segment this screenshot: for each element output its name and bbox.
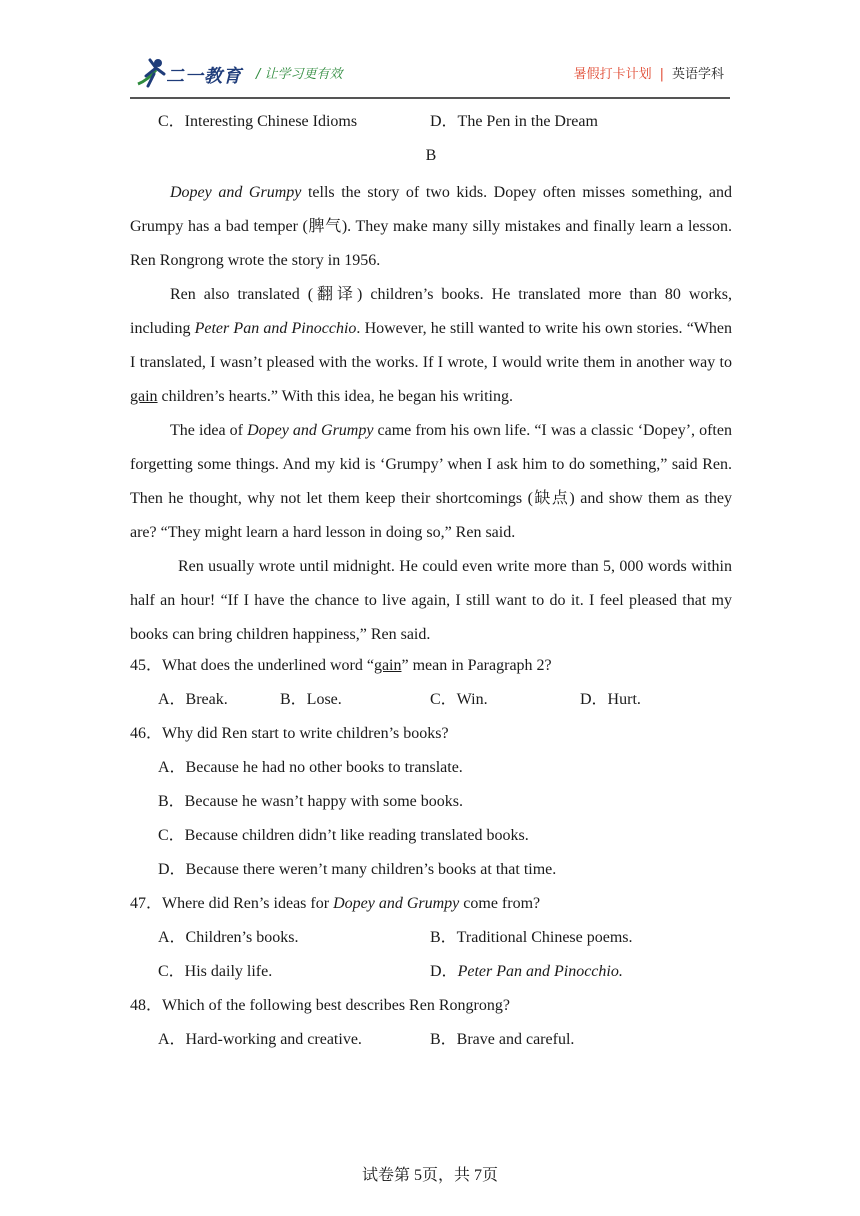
book-title: Dopey and Grumpy [333,895,460,912]
question-47-options-row-1 [130,924,732,958]
paragraph-text: . However, he still wanted to write his own stories. “When I translated, I wasn’t pleased with the works. If I wrote, I would write them in another way to [130,320,733,371]
book-title: Dopey and Grumpy [170,184,302,201]
logo-text: 二一教育 [166,66,242,86]
book-title: Dopey and Grumpy [247,422,374,439]
option-b: B．Traditional Chinese poems. [430,929,633,946]
exam-content [130,108,732,1060]
prev-question-options [130,108,732,142]
header-separator: | [659,67,664,82]
option-a: A．Children’s books. [158,929,299,946]
option-d: D．Peter Pan and Pinocchio. [430,963,623,980]
book-titles: Peter Pan and Pinocchio [194,320,357,337]
paragraph-text: children’s hearts.” With this idea, he began his writing. [157,388,513,405]
subject-label: 英语学科 [671,67,724,82]
passage-paragraph-4: Ren usually wrote until midnight. He could even write more than 5, 000 words within half an hour! “If I have the chance to live again, I still want to do it. I feel pleased that my books can bring children happiness,” Ren said. [130,558,732,643]
question-45-stem: 45．What does the underlined word “gain” mean in Paragraph 2? [130,657,552,674]
option-b: B．Brave and careful. [430,1031,575,1048]
option-a: A．Because he had no other books to translate. [158,759,463,776]
question-45-options [130,686,732,720]
option-c: C．Because children didn’t like reading translated books. [158,827,529,844]
option-d: D．Because there weren’t many children’s books at that time. [158,861,557,878]
underlined-word: gain [130,388,158,405]
option-c: C．His daily life. [158,963,273,980]
passage-paragraph-2 [130,278,732,414]
plan-label: 暑假打卡计划 [573,67,652,82]
question-48-stem: 48．Which of the following best describes Ren Rongrong? [130,997,510,1014]
header-slogan: / 让学习更有效 [256,67,343,82]
header-divider [130,97,730,99]
paragraph-text: The idea of [170,422,248,439]
option-a: A．Hard-working and creative. [158,1031,362,1048]
option-d: D．Hurt. [580,691,641,708]
option-c: C．Win. [430,691,488,708]
question-47-stem: 47．Where did Ren’s ideas for Dopey and Grumpy come from? [130,895,541,912]
paragraph-text: Ren also translated (翻译) children’s books. He translated more than 80 works, including [130,286,732,337]
question-47-options-row-2 [130,958,732,992]
question-48-options [130,1026,732,1060]
page-footer: 试卷第 5页，共 7页 [361,1167,498,1184]
section-label: B [425,147,437,164]
paragraph-text: came from his own life. “I was a classic ‘Dopey’, often forgetting some things. And my kid is ‘Grumpy’ when I ask him to do something,” said Ren. Then he thought, why not let them keep their shortcomings (缺点) and show them as they are? “They might learn a hard lesson in doing so,” Ren said. [130,422,732,541]
option-c: C．Interesting Chinese Idioms [158,113,358,130]
underlined-word: gain [373,657,402,674]
option-b: B．Lose. [280,691,342,708]
question-46-stem: 46．Why did Ren start to write children’s books? [130,725,449,742]
header-right [574,63,724,82]
paragraph-text: tells the story of two kids. Dopey often misses something, and Grumpy has a bad temper (脾气). They make many silly mistakes and finally learn a lesson. Ren Rongrong wrote the story in 1956. [130,184,732,269]
option-b: B．Because he wasn’t happy with some books. [158,793,463,810]
option-a: A．Break. [158,691,228,708]
passage-paragraph-3 [130,414,732,550]
option-d: D．The Pen in the Dream [430,113,598,130]
passage-paragraph-1 [130,176,732,278]
page-header [130,52,730,98]
